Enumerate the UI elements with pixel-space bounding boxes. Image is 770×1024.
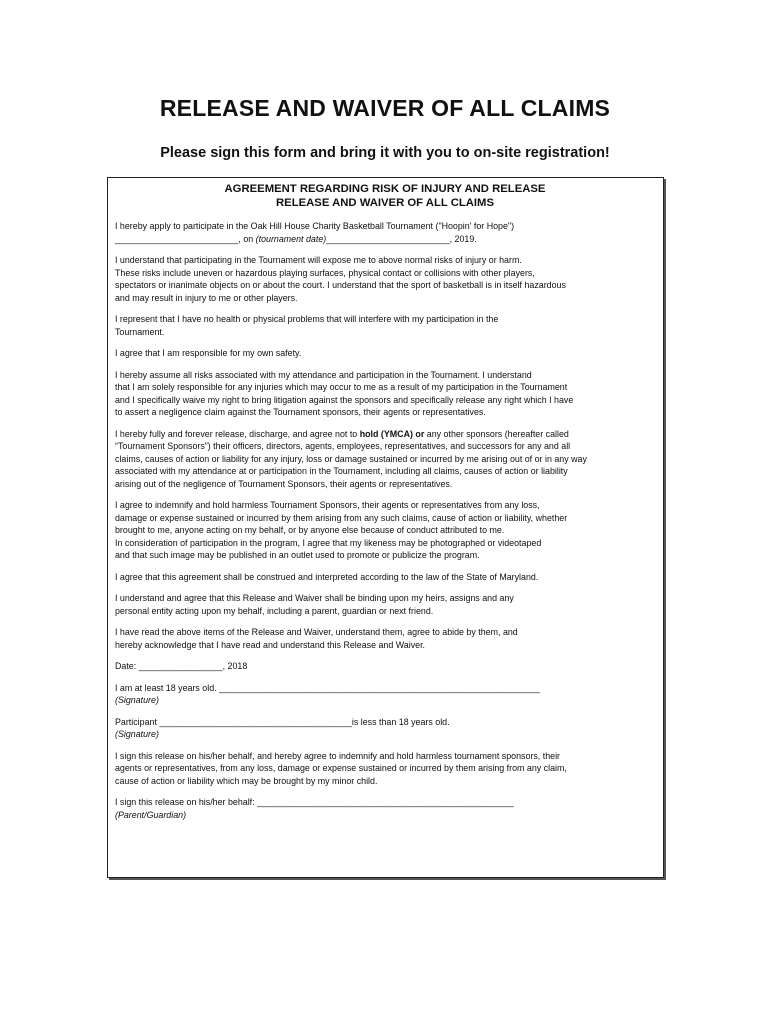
paragraph-binding	[115, 592, 655, 617]
text-segment: I hereby fully and forever release, discharge, and agree not to	[115, 428, 360, 439]
agreement-heading-line-1: AGREEMENT REGARDING RISK OF INJURY AND RELEASE	[224, 183, 546, 195]
text-line: hereby acknowledge that I have read and understand this Release and Waiver.	[115, 639, 425, 650]
text-line: I hereby assume all risks associated with my attendance and participation in the Tournament. I understand	[115, 369, 532, 380]
paragraph-risks	[115, 254, 655, 304]
blank-field: _________________________, 2019.	[326, 233, 477, 244]
text-line: personal entity acting upon my behalf, including a parent, guardian or next friend.	[115, 605, 434, 616]
text-line: I hereby apply to participate in the Oak Hill House Charity Basketball Tournament ("Hoopin' for Hope")	[115, 221, 515, 231]
text-line: cause of action or liability which may be brought by my minor child.	[115, 775, 378, 786]
paragraph-guardian-consent	[115, 750, 655, 788]
paragraph-assume-risks	[115, 369, 655, 419]
text-line: In consideration of participation in the program, I agree that my likeness may be photographed or videotaped	[115, 537, 542, 548]
text-line: agents or representatives, from any loss, damage or expense sustained or incurred by them arising from any claim,	[115, 763, 567, 773]
text-line: and may result in injury to me or other players.	[115, 292, 298, 303]
participant-signature-field[interactable]	[115, 716, 655, 741]
ymca-bold-text: hold (YMCA) or	[359, 428, 425, 439]
text-line: I understand and agree that this Release and Waiver shall be binding upon my heirs, assigns and any	[115, 593, 514, 603]
text-line: I represent that I have no health or physical problems that will interfere with my participation in the	[115, 314, 499, 324]
document-title: RELEASE AND WAIVER OF ALL CLAIMS	[159, 95, 611, 121]
adult-signature-line: I am at least 18 years old. _________________________________________________________________	[115, 682, 540, 693]
participant-signature-line: Participant _______________________________________is less than 18 years old.	[115, 716, 450, 727]
blank-field: _________________________, on	[115, 233, 256, 244]
text-line: I sign this release on his/her behalf, and hereby agree to indemnify and hold harmless tournament sponsors, their	[115, 750, 560, 761]
paragraph-release	[115, 428, 655, 491]
text-line: arising out of the negligence of Tournament Sponsors, their agents or representatives.	[115, 478, 453, 489]
guardian-signature-field[interactable]	[115, 796, 655, 821]
guardian-signature-line: I sign this release on his/her behalf: ____________________________________________________	[115, 797, 514, 807]
date-field[interactable]	[115, 660, 655, 673]
text-line: that I am solely responsible for any injuries which may occur to me as a result of my participation in the Tournament	[115, 382, 568, 392]
paragraph-safety	[115, 347, 655, 360]
text-line: These risks include uneven or hazardous playing surfaces, physical contact or collisions with other players,	[115, 267, 535, 278]
text-line: and that such image may be published in an outlet used to promote or publicize the program.	[115, 550, 480, 560]
text-line: associated with my attendance at or participation in the Tournament, including all claims, causes of action or liability	[115, 466, 568, 476]
text-line: “Tournament Sponsors”) their officers, directors, agents, employees, representatives, and successors for any and all	[115, 441, 571, 451]
text-line: spectators or inanimate objects on or about the court. I understand that the sport of basketball is in itself hazardous	[115, 280, 566, 290]
paragraph-apply	[115, 220, 655, 245]
text-line: I agree that this agreement shall be construed and interpreted according to the law of the State of Maryland.	[115, 571, 539, 582]
agreement-heading-line-2: RELEASE AND WAIVER OF ALL CLAIMS	[276, 197, 494, 209]
tournament-date-line	[115, 233, 655, 246]
text-line: I understand that participating in the Tournament will expose me to above normal risks of injury or harm.	[115, 255, 522, 265]
adult-signature-field[interactable]	[115, 682, 655, 707]
text-line: I agree that I am responsible for my own safety.	[115, 348, 302, 358]
paragraph-maryland-law	[115, 571, 655, 584]
date-line: Date: _________________, 2018	[115, 661, 248, 671]
tournament-date-label: (tournament date)	[255, 233, 327, 244]
text-line: brought to me, anyone acting on my behalf, or by anyone else because of conduct attributed to me.	[115, 525, 505, 535]
paragraph-indemnify	[115, 499, 655, 562]
text-line	[115, 428, 655, 441]
guardian-caption: (Parent/Guardian)	[115, 809, 187, 820]
paragraph-acknowledge	[115, 626, 655, 651]
text-line: and I specifically waive my right to bring litigation against the sponsors and specifically release any right which I have	[115, 394, 574, 405]
agreement-box	[107, 177, 664, 878]
text-line: damage or expense sustained or incurred by them arising from any such claims, cause of action or liability, whether	[115, 512, 568, 523]
text-line: claims, causes of action or liability for any injury, loss or damage sustained or incurred by me arising out of or in any way	[115, 453, 587, 464]
text-line: I have read the above items of the Release and Waiver, understand them, agree to abide by them, and	[115, 627, 518, 637]
text-line: I agree to indemnify and hold harmless Tournament Sponsors, their agents or representatives from any loss,	[115, 500, 540, 510]
text-segment: any other sponsors (hereafter called	[424, 428, 569, 439]
text-line: to assert a negligence claim against the Tournament sponsors, their agents or representatives.	[115, 407, 486, 417]
document-subtitle: Please sign this form and bring it with you to on-site registration!	[160, 145, 610, 161]
agreement-heading	[115, 182, 655, 210]
signature-caption: (Signature)	[115, 729, 159, 739]
signature-caption: (Signature)	[115, 695, 159, 705]
paragraph-health	[115, 313, 655, 338]
text-line: Tournament.	[115, 326, 165, 337]
